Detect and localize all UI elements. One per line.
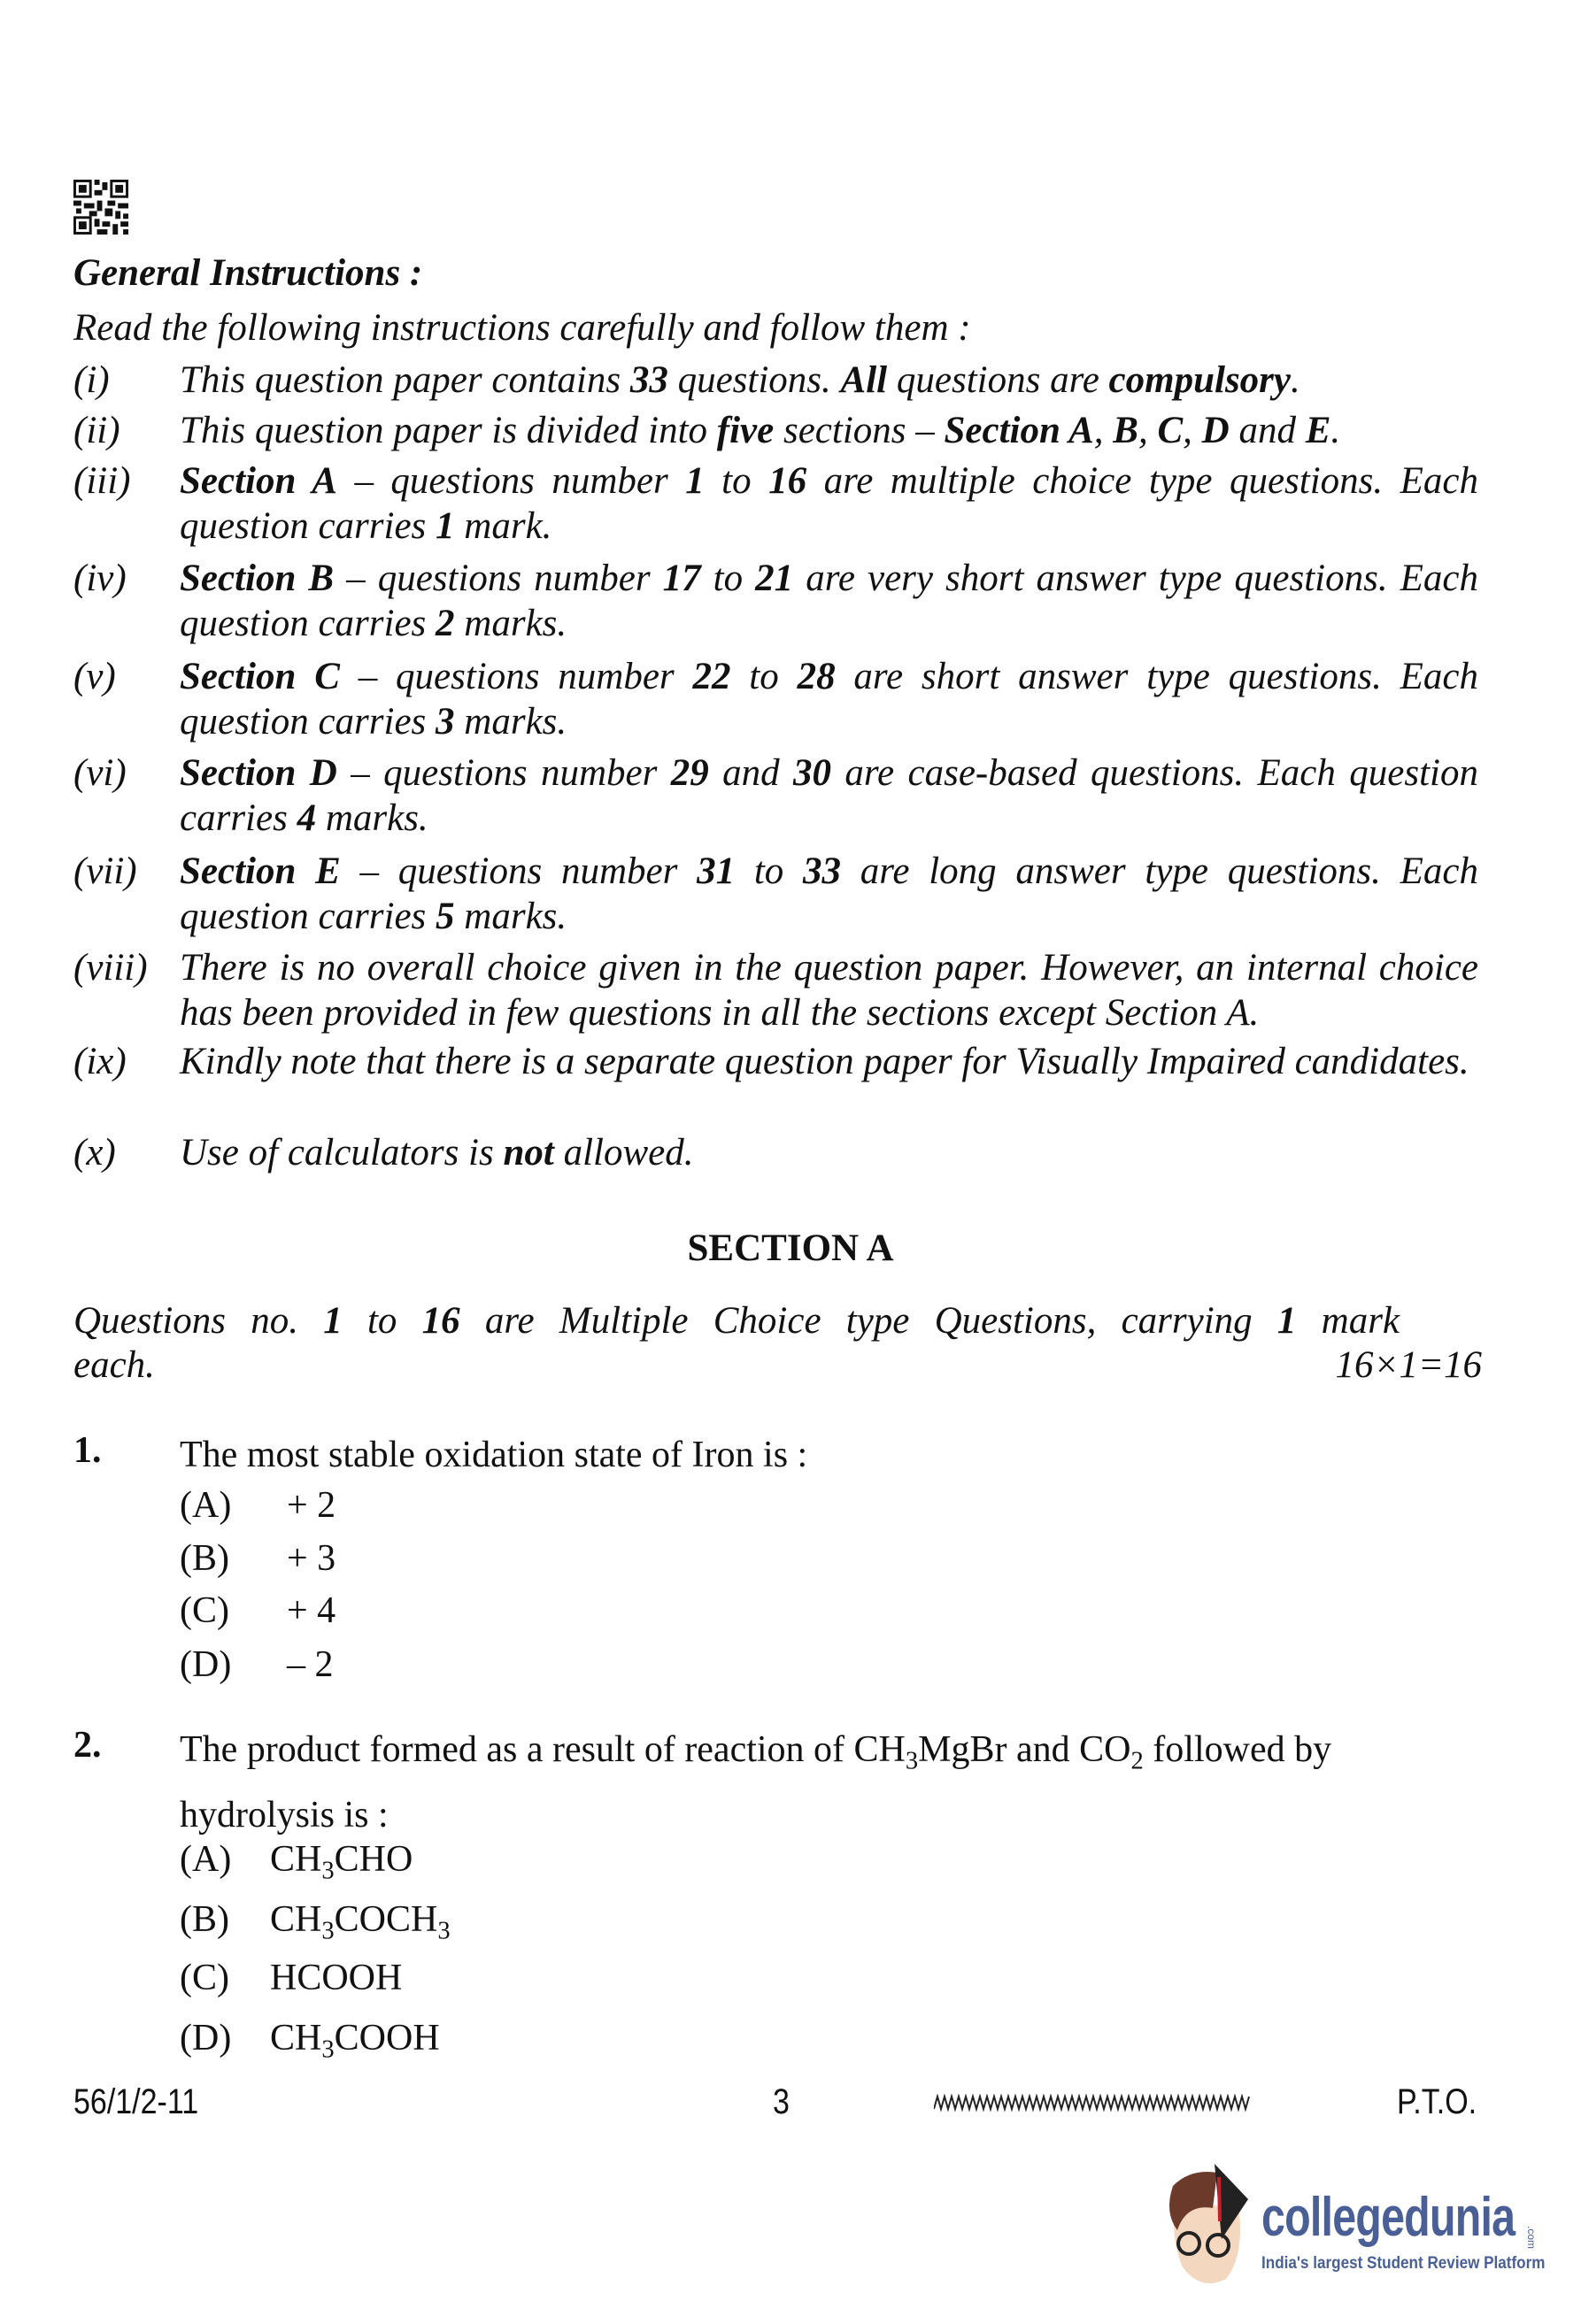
text-segment: MgBr and CO: [918, 1729, 1131, 1770]
bold-text: 1: [323, 1300, 343, 1342]
text-segment: questions are: [887, 359, 1109, 401]
option-value: [287, 1484, 335, 1527]
text-segment: HCOOH: [270, 1958, 403, 1998]
instruction-number: (i): [73, 359, 110, 401]
subscript: 3: [321, 1857, 335, 1885]
instruction-item: [180, 1130, 1478, 1175]
brand-name: collegedunia: [1261, 2187, 1515, 2248]
instruction-number: (v): [73, 656, 116, 697]
option-label: (D): [180, 2018, 232, 2059]
option-label: (C): [180, 1590, 229, 1631]
instruction-item: [180, 458, 1478, 549]
subscript: 3: [321, 2035, 335, 2064]
text-segment: are long answer type questions. Each question carries: [180, 850, 1478, 937]
question-text: [180, 1723, 1419, 1843]
text-segment: ,: [1138, 410, 1158, 451]
text-segment: to: [704, 460, 769, 502]
question-text: [180, 1428, 1419, 1482]
section-title: SECTION A: [687, 1227, 894, 1269]
instruction-number: (ix): [73, 1041, 127, 1082]
text-segment: Use of calculators is: [180, 1132, 504, 1174]
instruction-number: (vii): [73, 850, 137, 892]
option-label: (C): [180, 1958, 229, 1998]
mascot-logo-icon: [1160, 2159, 1266, 2292]
instruction-number: (iii): [73, 460, 131, 502]
text-segment: + 4: [287, 1590, 336, 1631]
paper-code: 56/1/2-11: [73, 2082, 199, 2121]
option-value: [270, 1838, 413, 1886]
bold-text: 1: [436, 505, 455, 547]
wavy-line-icon: [934, 2093, 1253, 2112]
text-segment: marks.: [316, 797, 428, 839]
option-value: [287, 1537, 335, 1580]
brand-tld: .com: [1525, 2226, 1538, 2250]
text-segment: – questions number: [334, 558, 663, 599]
bold-text: 4: [297, 797, 317, 839]
bold-text: Section A: [180, 460, 337, 502]
instruction-number: (x): [73, 1132, 116, 1174]
text-segment: COCH: [334, 1899, 438, 1940]
text-segment: questions.: [667, 359, 841, 401]
text-segment: sections –: [774, 410, 945, 451]
bold-text: Section C: [180, 656, 340, 697]
instruction-number: (iv): [73, 558, 127, 599]
text-segment: CH: [270, 1899, 322, 1940]
option-value: [270, 1898, 451, 1946]
bold-text: Section D: [180, 752, 337, 794]
text-segment: ,: [1183, 410, 1202, 451]
text-segment: COOH: [334, 2018, 440, 2059]
text-segment: – questions number: [336, 752, 671, 794]
text-segment: There is no overall choice given in the question paper. However, an internal choice has been provided in few questions in all the sections except Section A.: [180, 947, 1478, 1034]
instruction-item: [180, 358, 1478, 403]
instruction-number: (ii): [73, 410, 120, 451]
text-segment: CH: [270, 1839, 322, 1880]
bold-text: All: [840, 359, 888, 401]
question-number: 2.: [73, 1725, 102, 1766]
text-segment: This question paper contains: [180, 359, 630, 401]
bold-text: 1: [1276, 1300, 1297, 1342]
text-segment: marks.: [454, 896, 567, 937]
bold-text: 3: [436, 701, 455, 743]
bold-text: not: [503, 1132, 554, 1174]
bold-text: 1: [685, 460, 705, 502]
text-segment: marks.: [454, 603, 567, 644]
text-segment: are case-based questions. Each question carries: [180, 752, 1478, 839]
bold-text: E: [1305, 410, 1331, 451]
bold-text: 29: [670, 752, 709, 794]
subscript: 3: [321, 1917, 335, 1945]
bold-text: 31: [697, 850, 736, 892]
text-segment: – questions number: [339, 656, 693, 697]
bold-text: 28: [797, 656, 836, 697]
option-label: (A): [180, 1839, 232, 1880]
text-segment: are Multiple Choice type Questions, carrying: [459, 1300, 1277, 1342]
bold-text: 33: [629, 359, 668, 401]
bold-text: 5: [436, 896, 455, 937]
bold-text: Section B: [180, 558, 335, 599]
instruction-item: [180, 408, 1478, 453]
option-label: (B): [180, 1899, 229, 1940]
bold-text: 30: [793, 752, 832, 794]
section-note-end: each.: [73, 1344, 155, 1386]
text-segment: CHO: [334, 1839, 413, 1880]
bold-text: Section A: [944, 410, 1094, 451]
bold-text: 16: [768, 460, 807, 502]
instruction-item: [180, 945, 1478, 1035]
instruction-item: [180, 556, 1478, 646]
text-segment: .: [1291, 359, 1300, 401]
bold-text: C: [1157, 410, 1184, 451]
instruction-number: (viii): [73, 947, 148, 989]
text-segment: – questions number: [336, 460, 686, 502]
question-number: 1.: [73, 1430, 102, 1471]
bold-text: 17: [662, 558, 701, 599]
section-marks: 16×1=16: [1335, 1344, 1482, 1386]
text-segment: and: [708, 752, 794, 794]
bold-text: 22: [692, 656, 731, 697]
text-segment: are multiple choice type questions. Each question carries: [180, 460, 1478, 547]
text-segment: to: [342, 1300, 422, 1342]
instruction-number: (vi): [73, 752, 127, 794]
bold-text: 21: [755, 558, 794, 599]
text-segment: – 2: [287, 1644, 334, 1685]
qr-code-icon: [73, 180, 128, 235]
text-segment: – questions number: [340, 850, 698, 892]
text-segment: CH: [270, 2018, 322, 2059]
subscript: 3: [437, 1917, 451, 1945]
instructions-intro: Read the following instructions carefully and follow them :: [73, 307, 971, 349]
text-segment: + 3: [287, 1538, 336, 1579]
option-label: (B): [180, 1538, 229, 1579]
option-label: (D): [180, 1644, 232, 1685]
text-segment: and: [1229, 410, 1306, 451]
text-segment: The product formed as a result of reaction of CH: [180, 1729, 906, 1770]
instructions-title: General Instructions :: [73, 252, 423, 294]
option-value: [287, 1643, 334, 1686]
subscript: 2: [1130, 1747, 1144, 1775]
bold-text: 16: [421, 1300, 460, 1342]
text-segment: are very short answer type questions. Each question carries: [180, 558, 1479, 644]
text-segment: marks.: [454, 701, 567, 743]
instruction-item: [180, 1039, 1478, 1084]
text-segment: ,: [1093, 410, 1114, 451]
pto-label: P.T.O.: [1397, 2082, 1477, 2121]
text-segment: to: [730, 656, 798, 697]
bold-text: 33: [803, 850, 841, 892]
bold-text: 2: [436, 603, 455, 644]
option-value: [270, 2017, 440, 2065]
text-segment: The most stable oxidation state of Iron is :: [180, 1435, 808, 1475]
option-label: (A): [180, 1485, 232, 1526]
text-segment: Questions no.: [73, 1300, 324, 1342]
instruction-item: [180, 654, 1478, 744]
page-number: 3: [773, 2082, 790, 2121]
option-value: [287, 1589, 335, 1632]
instruction-item: [180, 750, 1478, 841]
bold-text: D: [1201, 410, 1230, 451]
subscript: 3: [905, 1747, 919, 1775]
bold-text: five: [716, 410, 775, 451]
text-segment: are short answer type questions. Each question carries: [180, 656, 1478, 743]
text-segment: .: [1330, 410, 1341, 451]
bold-text: compulsory: [1108, 359, 1291, 401]
bold-text: B: [1113, 410, 1138, 451]
bold-text: Section E: [180, 850, 341, 892]
text-segment: Kindly note that there is a separate question paper for Visually Impaired candidates.: [180, 1041, 1469, 1082]
text-segment: allowed.: [553, 1132, 694, 1174]
instruction-item: [180, 849, 1478, 939]
text-segment: This question paper is divided into: [180, 410, 717, 451]
brand-tagline: India's largest Student Review Platform: [1261, 2254, 1546, 2273]
text-segment: + 2: [287, 1485, 336, 1526]
option-value: [270, 1957, 402, 1999]
text-segment: to: [700, 558, 756, 599]
text-segment: to: [735, 850, 803, 892]
text-segment: mark: [1296, 1300, 1400, 1342]
text-segment: followed by hydrolysis is :: [180, 1729, 1332, 1835]
section-note: [73, 1298, 1400, 1343]
text-segment: mark.: [454, 505, 552, 547]
